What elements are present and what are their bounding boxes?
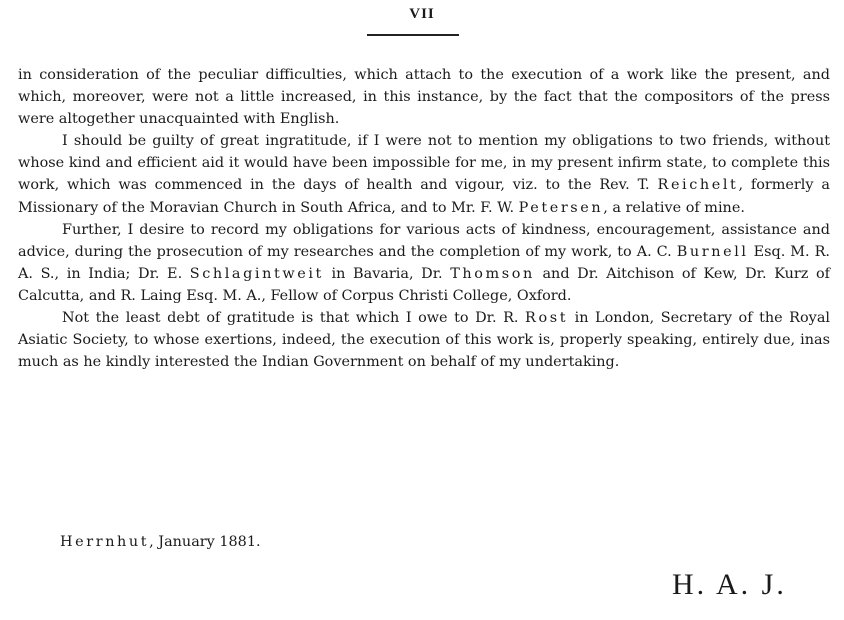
paragraph-text: I should be guilty of great ingratitude, if I were not to mention my obligations to two friends, without whose kind and efficient aid it would have been impossible for me, in my present infirm state, to complete this work, which was commenced in the days of health and vigour, viz. to the Rev. T. bbox=[18, 133, 830, 194]
paragraph-text: , formerly a Missionary of the Moravian Church in South Africa, and to Mr. F. W. bbox=[18, 177, 830, 216]
paragraph-2 bbox=[18, 130, 830, 218]
page-number: VII bbox=[409, 6, 435, 22]
paragraph-text: of Calcutta, and R. bbox=[18, 265, 830, 304]
paragraph-text: Esq. M. R. A. S., in India; Dr. E. bbox=[18, 243, 830, 282]
paragraph-1 bbox=[18, 64, 830, 130]
paragraph-text: in London, Secretary of the Royal Asiatic Society, to whose exertions, indeed, the execution of this work is, properly speaking, entirely due, inas much as he kindly interested the Indian Government on behalf of my undertaking. bbox=[18, 310, 830, 371]
name-thomson: Thomson bbox=[450, 265, 535, 282]
name-rost: Rost bbox=[525, 310, 569, 327]
paragraph-text: of Kew, Dr. bbox=[674, 265, 775, 282]
paragraph-3 bbox=[18, 219, 830, 307]
name-laing: Laing bbox=[140, 287, 182, 304]
paragraph-text: Not the least debt of gratitude is that which I owe to Dr. R. bbox=[62, 310, 526, 327]
paragraph-4 bbox=[18, 307, 830, 373]
closing-date: , January 1881. bbox=[149, 534, 261, 550]
closing-dateline bbox=[60, 534, 261, 550]
paragraph-text: and Dr. bbox=[534, 265, 607, 282]
name-aitchison: Aitchison bbox=[606, 265, 675, 282]
paragraph-text: , a relative of mine. bbox=[603, 199, 745, 216]
signature-initials: H. A. J. bbox=[672, 568, 787, 601]
closing-place: Herrnhut bbox=[60, 534, 150, 550]
name-burnell: Burnell bbox=[676, 243, 749, 260]
paragraph-text: Esq. M. A., Fellow of Corpus Christi College, Oxford. bbox=[181, 287, 572, 304]
header-rule bbox=[367, 34, 459, 36]
name-schlagintweit: Schlagintweit bbox=[189, 265, 324, 282]
paragraph-text: in Bavaria, Dr. bbox=[323, 265, 451, 282]
name-reichelt: Reichelt bbox=[657, 177, 739, 194]
paragraph-text: in consideration of the peculiar difficulties, which attach to the execution of a work like the present, and which, moreover, were not a little increased, in this instance, by the fact that the compositors of the press were altogether unacquainted with English. bbox=[18, 67, 830, 128]
paragraph-text: Further, I desire to record my obligations for various acts of kindness, encouragement, assistance and advice, during the prosecution of my researches and the completion of my work, to A. C. bbox=[18, 221, 830, 260]
name-petersen: Petersen bbox=[518, 199, 604, 216]
preface-body bbox=[18, 64, 830, 373]
name-kurz: Kurz bbox=[774, 265, 809, 282]
